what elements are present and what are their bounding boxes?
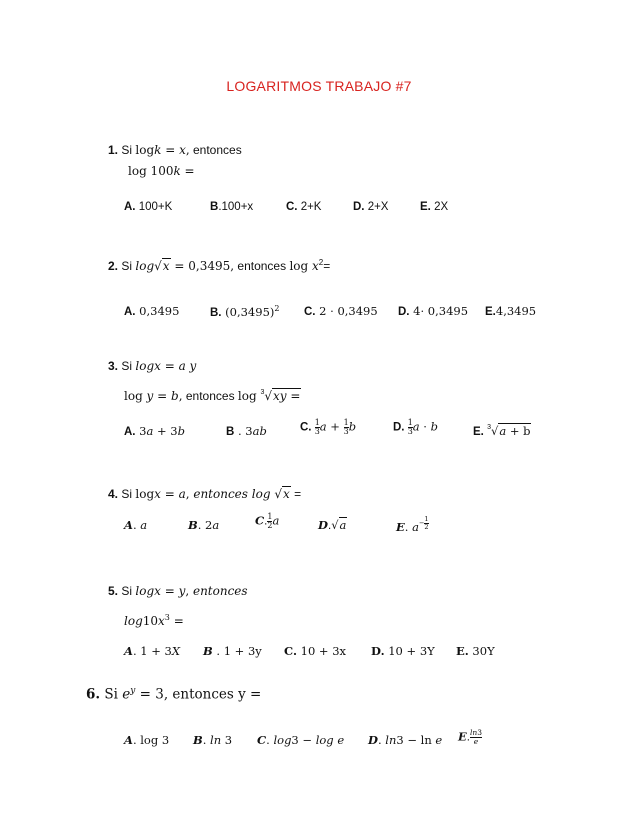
exponent: 𝑦: [130, 686, 136, 696]
question-expression: = 3, entonces y =: [135, 686, 262, 703]
q3-option-d: D. $\frac{1}{3}$ 𝑎 · 𝑏: [393, 418, 438, 436]
q2-option-c: C. 2 · 0,3495: [304, 304, 378, 318]
question-number: 5.: [108, 584, 119, 598]
equals: =: [323, 259, 331, 273]
q5-option-a: 𝑨. 1 + 3𝑋: [124, 644, 181, 658]
exponent: 3: [164, 613, 170, 622]
question-text: entonces: [189, 143, 242, 157]
radicand: 𝑥𝑦 =: [273, 389, 301, 403]
question-number: 6.: [86, 686, 101, 703]
q2-option-a: A. 0,3495: [124, 304, 180, 318]
question-expression: log: [237, 389, 261, 403]
q4-option-e: 𝑬. 𝑎− $\frac{1}{2}$: [396, 515, 429, 534]
exponent: 2: [318, 258, 324, 267]
q2-option-e: E.4,3495: [485, 304, 537, 318]
question-lead: Si: [121, 143, 136, 157]
question-1-line2: log 100𝑘 =: [128, 164, 195, 178]
q3-option-c: C. $\frac{1}{3}$ 𝑎 + $\frac{1}{3}$ 𝑏: [300, 418, 357, 436]
radicand: 𝑥: [282, 487, 290, 501]
question-text: entonces: [234, 259, 290, 273]
q6-option-c: 𝑪. 𝑙𝑜𝑔3 − 𝑙𝑜𝑔 𝑒: [257, 733, 345, 747]
q4-option-c: 𝑪. $\frac{1}{2}$ 𝑎: [255, 512, 280, 530]
sqrt-symbol: √: [154, 259, 162, 273]
question-5-line2: [124, 613, 184, 628]
equals: =: [169, 614, 184, 628]
q4-option-d: 𝑫.√𝑎: [318, 518, 347, 532]
question-expression: 𝑙𝑜𝑔𝑥 = 𝑎 𝑦: [135, 359, 197, 373]
question-2: [108, 258, 330, 273]
question-3-line2: [124, 389, 301, 403]
q6-option-a: 𝑨. log 3: [124, 733, 170, 747]
question-4: [108, 487, 301, 501]
q5-option-b: 𝑩 . 1 + 3y: [203, 644, 262, 658]
question-number: 3.: [108, 359, 119, 373]
question-expression: 𝑒: [122, 686, 131, 703]
q1-option-c: C. 2+K: [286, 201, 322, 213]
page-title: LOGARITMOS TRABAJO #7: [226, 78, 412, 94]
q6-option-b: 𝑩. 𝑙𝑛 3: [193, 733, 233, 747]
question-expression: 𝑙𝑜𝑔10𝑥: [124, 614, 165, 628]
q1-option-d: D. 2+X: [353, 201, 389, 213]
q1-option-b: B.100+x: [210, 201, 254, 213]
q5-option-e: E. 30Y: [456, 644, 495, 658]
question-6: [86, 686, 261, 703]
q2-option-d: D. 4· 0,3495: [398, 304, 469, 318]
root-index: 3: [260, 389, 265, 396]
question-expression: 𝑙𝑜𝑔𝑥 = 𝑦, 𝑒𝑛𝑡𝑜𝑛𝑐𝑒𝑠: [135, 584, 248, 598]
q4-option-b: 𝑩. 2𝑎: [188, 518, 220, 532]
question-number: 1.: [108, 143, 119, 157]
question-number: 4.: [108, 487, 119, 501]
question-expression: = 0,3495,: [170, 259, 235, 273]
question-number: 2.: [108, 259, 119, 273]
radicand: 𝑥: [162, 259, 170, 273]
q5-option-d: D. 10 + 3Y: [371, 644, 435, 658]
q1-option-a: A. 100+K: [124, 201, 173, 213]
q4-option-a: 𝑨. 𝑎: [124, 518, 148, 532]
q3-option-a: A. 3𝑎 + 3𝑏: [124, 424, 185, 438]
question-lead: Si: [100, 686, 123, 703]
q1-option-e: E. 2X: [420, 201, 449, 213]
sqrt-symbol: √: [264, 389, 273, 403]
question-3: [108, 359, 196, 373]
question-lead: Si: [121, 259, 136, 273]
q3-option-e: E. $^3$√𝑎 + b: [473, 424, 531, 438]
q3-option-b: B . 3𝑎𝑏: [226, 424, 267, 438]
question-lead: Si: [121, 359, 136, 373]
q6-option-e: 𝑬. $\frac{\text{𝑙𝑛3}}{\text{𝑒}}$: [458, 728, 482, 746]
question-text: entonces: [182, 389, 238, 403]
question-expression: log 𝑦 = 𝑏,: [124, 389, 183, 403]
question-expression: 𝑙𝑜𝑔: [135, 259, 155, 273]
question-expression: log𝑥 = 𝑎, 𝑒𝑛𝑡𝑜𝑛𝑐𝑒𝑠 𝑙𝑜𝑔: [135, 487, 275, 501]
question-lead: Si: [121, 487, 136, 501]
equals: =: [290, 487, 302, 501]
q6-option-d: 𝑫. 𝑙𝑛3 − ln 𝑒: [368, 733, 443, 747]
q5-option-c: C. 10 + 3x: [284, 644, 347, 658]
question-lead: Si: [121, 584, 136, 598]
question-5: [108, 584, 248, 598]
question-1: [108, 143, 242, 157]
question-expression: log 𝑥: [289, 259, 319, 273]
question-expression: log𝑘 = 𝑥,: [135, 143, 190, 157]
sqrt-symbol: √: [274, 487, 282, 501]
q2-option-b: B. $(0,3495)^2$: [210, 304, 280, 319]
